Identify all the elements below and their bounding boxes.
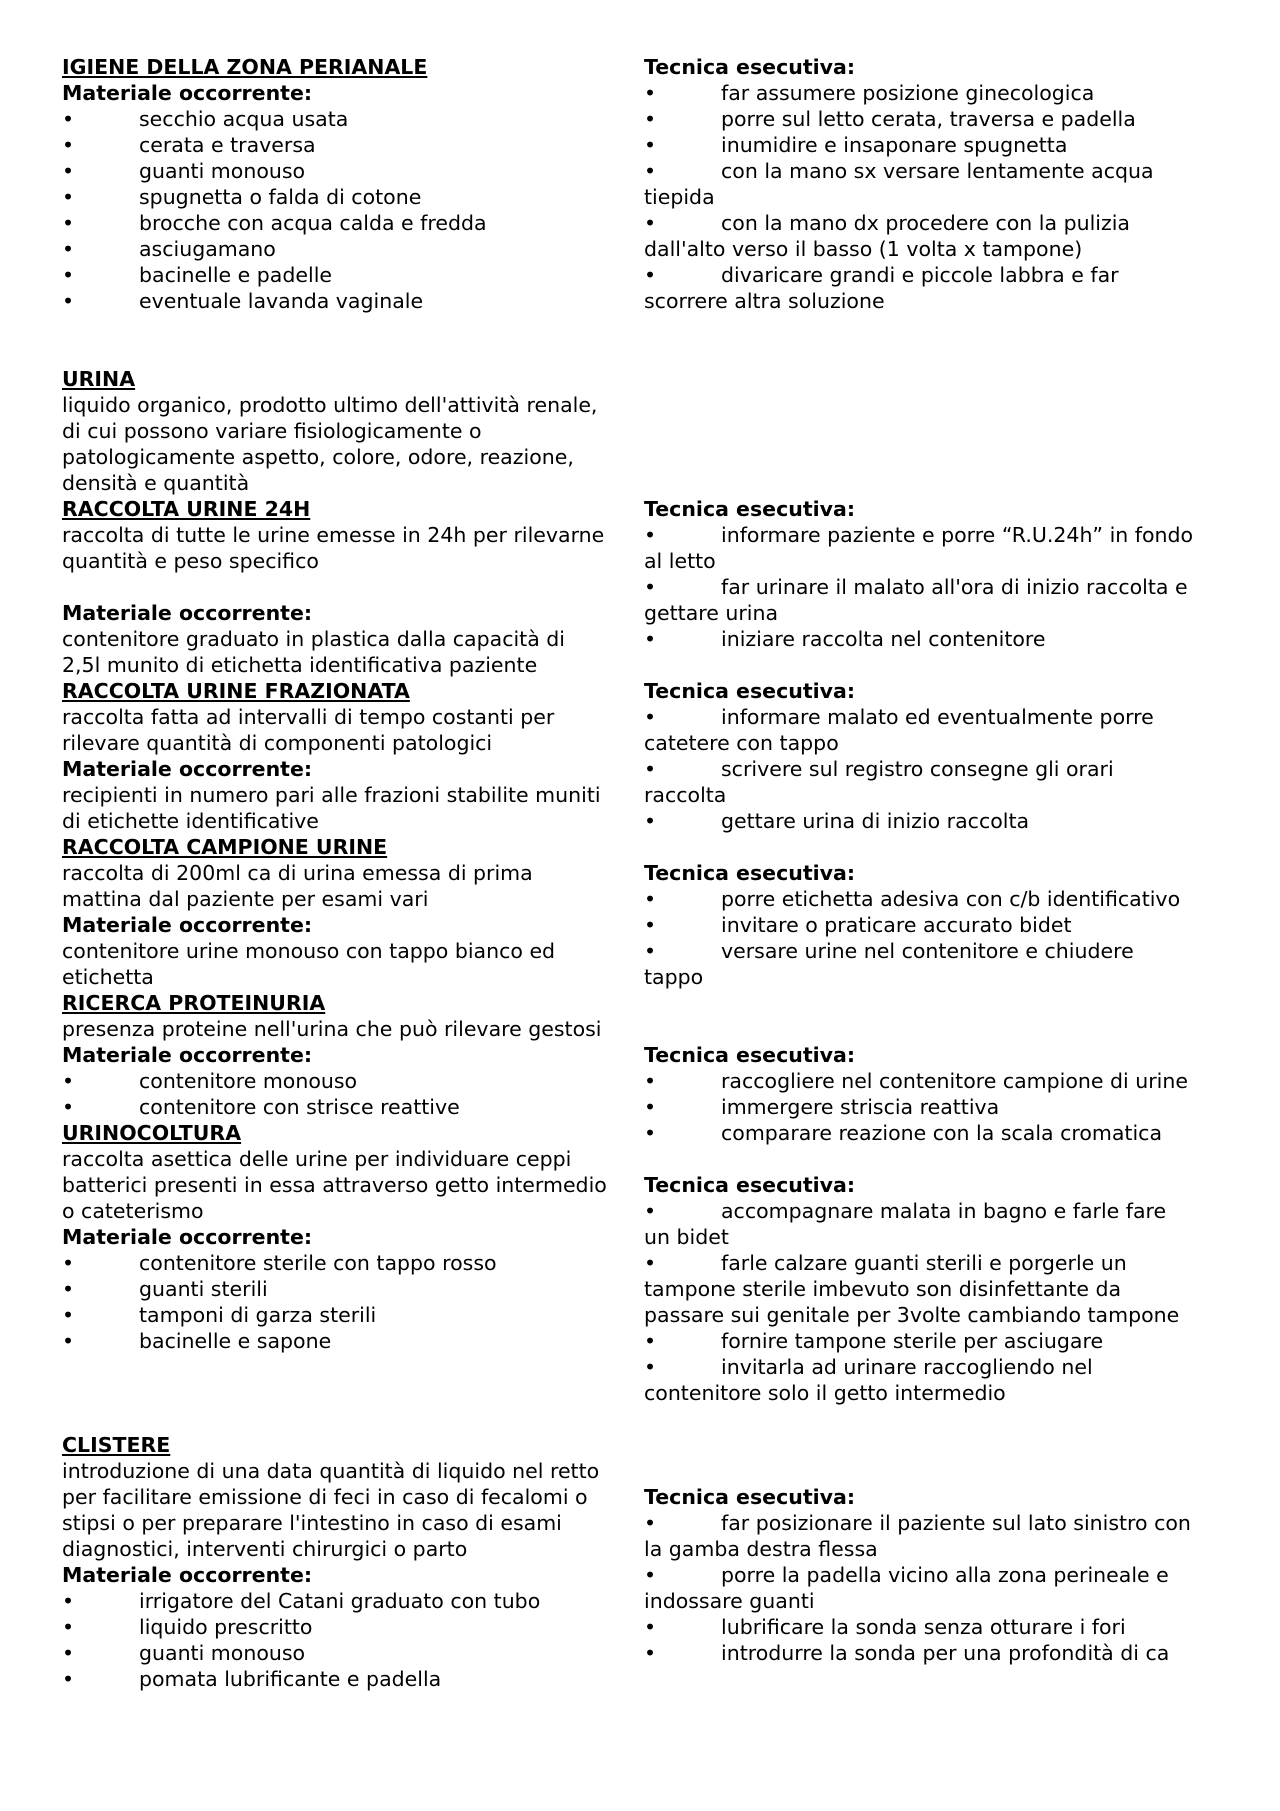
paragraph-line: diagnostici, interventi chirurgici o parto bbox=[62, 1537, 468, 1561]
step-text: divaricare grandi e piccole labbra e far bbox=[721, 263, 1119, 287]
step-text: far posizionare il paziente sul lato sinistro con bbox=[721, 1511, 1191, 1535]
bullet: • bbox=[62, 1589, 75, 1613]
list-item-text: cerata e traversa bbox=[139, 133, 316, 157]
step-text: immergere striscia reattiva bbox=[721, 1095, 1000, 1119]
paragraph-line: o cateterismo bbox=[62, 1199, 204, 1223]
step-text-continued: tiepida bbox=[644, 185, 715, 209]
tecnica-step bbox=[644, 938, 1229, 964]
list-item-text: contenitore monouso bbox=[139, 1069, 358, 1093]
step-text: far assumere posizione ginecologica bbox=[721, 81, 1095, 105]
bullet: • bbox=[644, 1355, 657, 1379]
materiale-item bbox=[62, 1666, 642, 1692]
bullet: • bbox=[644, 1329, 657, 1353]
list-item-text: pomata lubrificante e padella bbox=[139, 1667, 442, 1691]
paragraph-line: rilevare quantità di componenti patologici bbox=[62, 731, 493, 755]
bullet: • bbox=[62, 1641, 75, 1665]
step-text: introdurre la sonda per una profondità di ca bbox=[721, 1641, 1170, 1665]
step-text: inumidire e insaponare spugnetta bbox=[721, 133, 1068, 157]
spacer bbox=[644, 340, 1229, 366]
spacer bbox=[644, 1146, 1229, 1172]
list-item-text: contenitore sterile con tappo rosso bbox=[139, 1251, 497, 1275]
paragraph-line: quantità e peso specifico bbox=[62, 549, 319, 573]
spacer bbox=[644, 1458, 1229, 1484]
tecnica-step bbox=[644, 626, 1229, 652]
section-title-clistere: CLISTERE bbox=[62, 1433, 171, 1457]
step-text-continued: raccolta bbox=[644, 783, 727, 807]
step-text: fornire tampone sterile per asciugare bbox=[721, 1329, 1104, 1353]
step-text-continued: catetere con tappo bbox=[644, 731, 839, 755]
section-title-urina: URINA bbox=[62, 367, 136, 391]
list-item-text: spugnetta o falda di cotone bbox=[139, 185, 422, 209]
materiale-item bbox=[62, 106, 642, 132]
tecnica-step bbox=[644, 1198, 1229, 1224]
list-item-text: bacinelle e sapone bbox=[139, 1329, 332, 1353]
materiale-item bbox=[62, 236, 642, 262]
spacer bbox=[62, 340, 642, 366]
materiale-label: Materiale occorrente: bbox=[62, 1043, 313, 1067]
tecnica-step bbox=[644, 210, 1229, 236]
step-text: gettare urina di inizio raccolta bbox=[721, 809, 1030, 833]
materiale-item bbox=[62, 1302, 642, 1328]
step-text: con la mano sx versare lentamente acqua bbox=[721, 159, 1154, 183]
materiale-item bbox=[62, 210, 642, 236]
list-item-text: guanti sterili bbox=[139, 1277, 268, 1301]
paragraph-line: raccolta fatta ad intervalli di tempo costanti per bbox=[62, 705, 555, 729]
tecnica-step bbox=[644, 132, 1229, 158]
materiale-item bbox=[62, 184, 642, 210]
spacer bbox=[644, 366, 1229, 392]
section-title-raccolta-24h: RACCOLTA URINE 24H bbox=[62, 497, 311, 521]
bullet: • bbox=[644, 1069, 657, 1093]
step-text: scrivere sul registro consegne gli orari bbox=[721, 757, 1114, 781]
tecnica-step bbox=[644, 1614, 1229, 1640]
list-item-text: guanti monouso bbox=[139, 159, 306, 183]
step-text-continued: scorrere altra soluzione bbox=[644, 289, 885, 313]
bullet: • bbox=[644, 81, 657, 105]
step-text-continued: la gamba destra flessa bbox=[644, 1537, 878, 1561]
tecnica-step bbox=[644, 886, 1229, 912]
materiale-label: Materiale occorrente: bbox=[62, 1563, 313, 1587]
step-text: invitarla ad urinare raccogliendo nel bbox=[721, 1355, 1093, 1379]
tecnica-step bbox=[644, 106, 1229, 132]
materiale-label: Materiale occorrente: bbox=[62, 913, 313, 937]
paragraph-line: per facilitare emissione di feci in caso di fecalomi o bbox=[62, 1485, 588, 1509]
spacer bbox=[644, 1016, 1229, 1042]
list-item-text: secchio acqua usata bbox=[139, 107, 349, 131]
paragraph-line: etichetta bbox=[62, 965, 154, 989]
spacer bbox=[62, 574, 642, 600]
bullet: • bbox=[644, 1563, 657, 1587]
tecnica-label: Tecnica esecutiva: bbox=[644, 1485, 856, 1509]
section-title-igiene: IGIENE DELLA ZONA PERIANALE bbox=[62, 55, 428, 79]
bullet: • bbox=[644, 1641, 657, 1665]
tecnica-step bbox=[644, 1510, 1229, 1536]
paragraph-line: stipsi o per preparare l'intestino in caso di esami bbox=[62, 1511, 562, 1535]
tecnica-step bbox=[644, 262, 1229, 288]
materiale-item bbox=[62, 288, 642, 314]
spacer bbox=[644, 1406, 1229, 1432]
bullet: • bbox=[644, 1199, 657, 1223]
bullet: • bbox=[644, 263, 657, 287]
bullet: • bbox=[644, 211, 657, 235]
list-item-text: eventuale lavanda vaginale bbox=[139, 289, 424, 313]
bullet: • bbox=[62, 107, 75, 131]
materiale-item bbox=[62, 1276, 642, 1302]
tecnica-step bbox=[644, 912, 1229, 938]
step-text: comparare reazione con la scala cromatica bbox=[721, 1121, 1163, 1145]
paragraph-line: raccolta di tutte le urine emesse in 24h per rilevarne bbox=[62, 523, 605, 547]
materiale-item bbox=[62, 158, 642, 184]
list-item-text: contenitore con strisce reattive bbox=[139, 1095, 460, 1119]
step-text-continued: tappo bbox=[644, 965, 704, 989]
list-item-text: guanti monouso bbox=[139, 1641, 306, 1665]
bullet: • bbox=[644, 1511, 657, 1535]
bullet: • bbox=[644, 809, 657, 833]
section-title-raccolta-campione: RACCOLTA CAMPIONE URINE bbox=[62, 835, 388, 859]
paragraph-line: contenitore urine monouso con tappo bianco ed bbox=[62, 939, 556, 963]
materiale-item bbox=[62, 1328, 642, 1354]
materiale-item bbox=[62, 1614, 642, 1640]
materiale-item bbox=[62, 262, 642, 288]
bullet: • bbox=[62, 185, 75, 209]
tecnica-step bbox=[644, 1094, 1229, 1120]
step-text-continued: passare sui genitale per 3volte cambiando tampone bbox=[644, 1303, 1180, 1327]
bullet: • bbox=[62, 1329, 75, 1353]
paragraph-line: di etichette identificative bbox=[62, 809, 319, 833]
step-text-continued: dall'alto verso il basso (1 volta x tampone) bbox=[644, 237, 1083, 261]
bullet: • bbox=[644, 939, 657, 963]
bullet: • bbox=[62, 1667, 75, 1691]
materiale-label: Materiale occorrente: bbox=[62, 81, 313, 105]
spacer bbox=[62, 1354, 642, 1380]
bullet: • bbox=[644, 913, 657, 937]
step-text: lubrificare la sonda senza otturare i fori bbox=[721, 1615, 1126, 1639]
bullet: • bbox=[62, 159, 75, 183]
tecnica-step bbox=[644, 80, 1229, 106]
section-title-raccolta-frazionata: RACCOLTA URINE FRAZIONATA bbox=[62, 679, 410, 703]
paragraph-line: introduzione di una data quantità di liquido nel retto bbox=[62, 1459, 600, 1483]
spacer bbox=[644, 990, 1229, 1016]
bullet: • bbox=[644, 107, 657, 131]
right-column bbox=[644, 54, 1229, 1666]
step-text: farle calzare guanti sterili e porgerle un bbox=[721, 1251, 1127, 1275]
tecnica-step bbox=[644, 1640, 1229, 1666]
step-text: informare malato ed eventualmente porre bbox=[721, 705, 1154, 729]
step-text: porre la padella vicino alla zona perineale e bbox=[721, 1563, 1169, 1587]
tecnica-step bbox=[644, 808, 1229, 834]
tecnica-label: Tecnica esecutiva: bbox=[644, 1173, 856, 1197]
bullet: • bbox=[644, 159, 657, 183]
materiale-item bbox=[62, 1068, 642, 1094]
materiale-item bbox=[62, 1094, 642, 1120]
bullet: • bbox=[644, 887, 657, 911]
list-item-text: irrigatore del Catani graduato con tubo bbox=[139, 1589, 541, 1613]
step-text-continued: al letto bbox=[644, 549, 716, 573]
paragraph-line: batterici presenti in essa attraverso getto intermedio bbox=[62, 1173, 607, 1197]
step-text-continued: gettare urina bbox=[644, 601, 779, 625]
paragraph-line: liquido organico, prodotto ultimo dell'attività renale, bbox=[62, 393, 598, 417]
paragraph-line: patologicamente aspetto, colore, odore, reazione, bbox=[62, 445, 574, 469]
step-text-continued: tampone sterile imbevuto son disinfettante da bbox=[644, 1277, 1122, 1301]
list-item-text: liquido prescritto bbox=[139, 1615, 313, 1639]
list-item-text: tamponi di garza sterili bbox=[139, 1303, 377, 1327]
paragraph-line: recipienti in numero pari alle frazioni stabilite muniti bbox=[62, 783, 601, 807]
step-text: porre sul letto cerata, traversa e padella bbox=[721, 107, 1136, 131]
materiale-item bbox=[62, 1640, 642, 1666]
bullet: • bbox=[644, 133, 657, 157]
tecnica-step bbox=[644, 1120, 1229, 1146]
step-text-continued: indossare guanti bbox=[644, 1589, 815, 1613]
paragraph-line: raccolta di 200ml ca di urina emessa di prima bbox=[62, 861, 533, 885]
bullet: • bbox=[644, 705, 657, 729]
bullet: • bbox=[62, 1303, 75, 1327]
bullet: • bbox=[62, 1251, 75, 1275]
step-text: porre etichetta adesiva con c/b identificativo bbox=[721, 887, 1181, 911]
paragraph-line: 2,5l munito di etichetta identificativa paziente bbox=[62, 653, 538, 677]
spacer bbox=[62, 1406, 642, 1432]
bullet: • bbox=[644, 627, 657, 651]
bullet: • bbox=[62, 1095, 75, 1119]
section-title-proteinuria: RICERCA PROTEINURIA bbox=[62, 991, 326, 1015]
step-text: con la mano dx procedere con la pulizia bbox=[721, 211, 1130, 235]
spacer bbox=[644, 392, 1229, 418]
bullet: • bbox=[62, 1069, 75, 1093]
bullet: • bbox=[644, 575, 657, 599]
tecnica-label: Tecnica esecutiva: bbox=[644, 1043, 856, 1067]
paragraph-line: raccolta asettica delle urine per individuare ceppi bbox=[62, 1147, 572, 1171]
bullet: • bbox=[644, 1095, 657, 1119]
spacer bbox=[644, 834, 1229, 860]
tecnica-step bbox=[644, 522, 1229, 548]
list-item-text: brocche con acqua calda e fredda bbox=[139, 211, 487, 235]
tecnica-step bbox=[644, 756, 1229, 782]
spacer bbox=[62, 314, 642, 340]
step-text: versare urine nel contenitore e chiudere bbox=[721, 939, 1134, 963]
paragraph-line: mattina dal paziente per esami vari bbox=[62, 887, 429, 911]
bullet: • bbox=[62, 133, 75, 157]
spacer bbox=[644, 444, 1229, 470]
paragraph-line: presenza proteine nell'urina che può rilevare gestosi bbox=[62, 1017, 602, 1041]
step-text: invitare o praticare accurato bidet bbox=[721, 913, 1072, 937]
tecnica-step bbox=[644, 574, 1229, 600]
step-text: informare paziente e porre “R.U.24h” in fondo bbox=[721, 523, 1194, 547]
list-item-text: asciugamano bbox=[139, 237, 276, 261]
bullet: • bbox=[644, 1615, 657, 1639]
materiale-label: Materiale occorrente: bbox=[62, 757, 313, 781]
bullet: • bbox=[62, 1615, 75, 1639]
materiale-label: Materiale occorrente: bbox=[62, 1225, 313, 1249]
bullet: • bbox=[62, 263, 75, 287]
spacer bbox=[62, 1380, 642, 1406]
tecnica-step bbox=[644, 1562, 1229, 1588]
spacer bbox=[644, 418, 1229, 444]
tecnica-step bbox=[644, 1068, 1229, 1094]
tecnica-step bbox=[644, 158, 1229, 184]
spacer bbox=[644, 470, 1229, 496]
bullet: • bbox=[62, 237, 75, 261]
step-text: raccogliere nel contenitore campione di urine bbox=[721, 1069, 1188, 1093]
step-text: iniziare raccolta nel contenitore bbox=[721, 627, 1046, 651]
paragraph-line: densità e quantità bbox=[62, 471, 250, 495]
bullet: • bbox=[644, 757, 657, 781]
bullet: • bbox=[644, 1251, 657, 1275]
list-item-text: bacinelle e padelle bbox=[139, 263, 332, 287]
tecnica-step bbox=[644, 1354, 1229, 1380]
step-text: accompagnare malata in bagno e farle fare bbox=[721, 1199, 1167, 1223]
tecnica-label: Tecnica esecutiva: bbox=[644, 861, 856, 885]
spacer bbox=[644, 314, 1229, 340]
section-title-urinocoltura: URINOCOLTURA bbox=[62, 1121, 242, 1145]
bullet: • bbox=[62, 211, 75, 235]
bullet: • bbox=[62, 289, 75, 313]
paragraph-line: contenitore graduato in plastica dalla capacità di bbox=[62, 627, 565, 651]
materiale-label: Materiale occorrente: bbox=[62, 601, 313, 625]
tecnica-step bbox=[644, 1250, 1229, 1276]
step-text-continued: contenitore solo il getto intermedio bbox=[644, 1381, 1006, 1405]
bullet: • bbox=[644, 523, 657, 547]
left-column bbox=[62, 54, 642, 1692]
tecnica-label: Tecnica esecutiva: bbox=[644, 497, 856, 521]
tecnica-step bbox=[644, 1328, 1229, 1354]
tecnica-label: Tecnica esecutiva: bbox=[644, 679, 856, 703]
materiale-item bbox=[62, 132, 642, 158]
step-text: far urinare il malato all'ora di inizio raccolta e bbox=[721, 575, 1188, 599]
spacer bbox=[644, 1432, 1229, 1458]
tecnica-step bbox=[644, 704, 1229, 730]
bullet: • bbox=[62, 1277, 75, 1301]
spacer bbox=[644, 652, 1229, 678]
bullet: • bbox=[644, 1121, 657, 1145]
step-text-continued: un bidet bbox=[644, 1225, 729, 1249]
materiale-item bbox=[62, 1250, 642, 1276]
materiale-item bbox=[62, 1588, 642, 1614]
paragraph-line: di cui possono variare fisiologicamente o bbox=[62, 419, 482, 443]
tecnica-label: Tecnica esecutiva: bbox=[644, 55, 856, 79]
